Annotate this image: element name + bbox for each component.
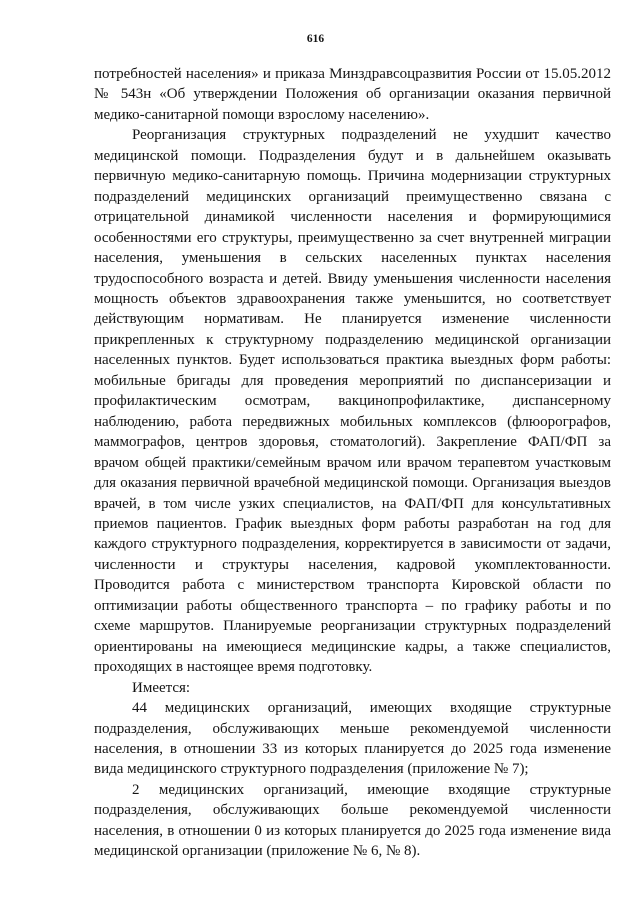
paragraph-heading-available: Имеется: [132,679,191,696]
paragraph-item-44: 44 медицинских организаций, имеющих входящие структурные подразделения, обслуживающих меньше рекомендуемой численности населения, в отношении 33 из которых планируется до 2025 года изменение вида медицинского структурного подразделения (приложение № 7); [94,700,611,778]
document-body [94,64,611,862]
paragraph-item-2: 2 медицинских организаций, имеющие входящие структурные подразделения, обслуживающих больше рекомендуемой численности населения, в отношении 0 из которых планируется до 2025 года изменение вида медицинской организации (приложение № 6, № 8). [94,781,611,860]
paragraph-continuation: потребностей населения» и приказа Минздравсоцразвития России от 15.05.2012 № 543н «Об утверждении Положения об организации оказания первичной медико-санитарной помощи взрослому населению». [94,66,611,123]
paragraph-reorganization: Реорганизация структурных подразделений не ухудшит качество медицинской помощи. Подразделения будут и в дальнейшем оказывать первичную медико-санитарную помощь. Причина модернизации структурных подразделений медицинских организаций преимущественно связана с отрицательной динамикой численности населения и формирующимися особенностями его структуры, преимущественно за счет внутренней миграции населения, уменьшения в сельских населенных пунктах населения трудоспособного возраста и детей. Ввиду уменьшения численности населения мощность объектов здравоохранения также уменьшится, но соответствует действующим нормативам. Не планируется изменение численности прикрепленных к структурному подразделению медицинской организации населенных пунктов. Будет использоваться практика выездных форм работы: мобильные бригады для проведения мероприятий по диспансеризации и профилактическим осмотрам, вакцинопрофилактике, диспансерному наблюдению, работа передвижных мобильных комплексов (флюорографов, маммографов, центров здоровья, стоматологий). Закрепление ФАП/ФП за врачом общей практики/семейным врачом или врачом терапевтом участковым для оказания первичной врачебной медицинской помощи. Организация выездов врачей, в том числе узких специалистов, на ФАП/ФП для консультативных приемов пациентов. График выездных форм работы разработан на год для каждого структурного подразделения, корректируется в зависимости от задачи, численности и структуры населения, кадровой укомплектованности. Проводится работа с министерством транспорта Кировской области по оптимизации работы общественного транспорта – по графику работы и по схеме маршрутов. Планируемые реорганизации структурных подразделений ориентированы на имеющиеся медицинские кадры, а также специалистов, проходящих в настоящее время подготовку. [94,127,611,676]
page-number: 616 [306,33,325,45]
